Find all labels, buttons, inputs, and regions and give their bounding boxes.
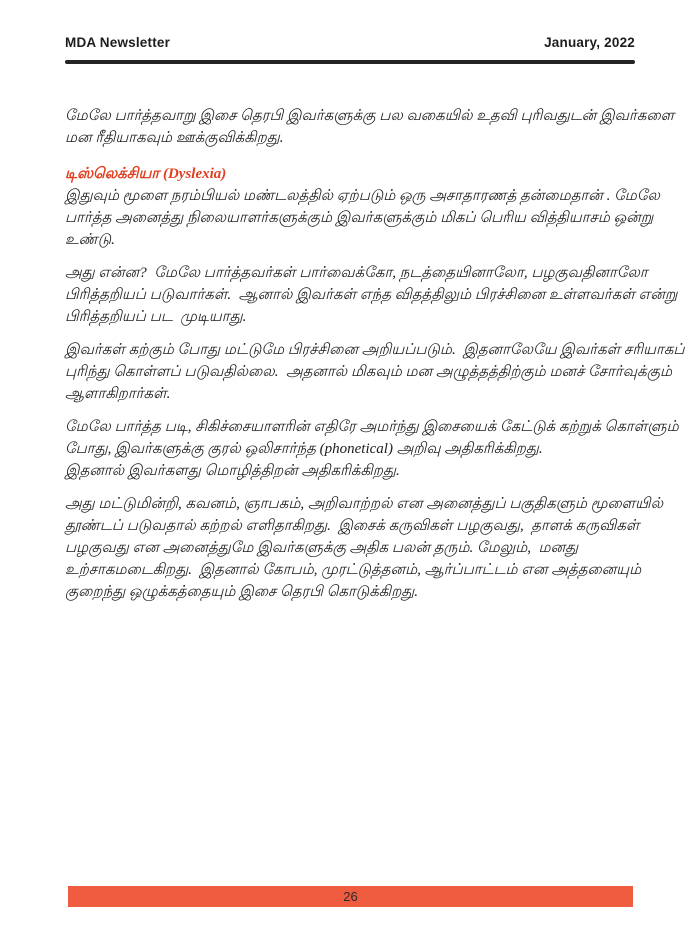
paragraph-learning-problem bbox=[65, 339, 685, 405]
text-line: உற்சாகமடைகிறது. இதனால் கோபம், முரட்டுத்தனம், ஆர்ப்பாட்டம் என அத்தனையும் bbox=[65, 562, 642, 578]
text-line: போது, இவர்களுக்கு குரல் ஒலிசார்ந்த (phonetical) அறிவு அதிகரிக்கிறது. bbox=[65, 441, 543, 457]
paragraph-overall-benefits bbox=[65, 493, 664, 603]
text-line: இதுவும் மூளை நரம்பியல் மண்டலத்தில் ஏற்படும் ஒரு அசாதாரணத் தன்மைதான் . மேலே bbox=[65, 188, 660, 204]
text-line: பார்த்த அனைத்து நிலையாளர்களுக்கும் இவர்களுக்கும் மிகப் பெரிய வித்தியாசம் ஒன்று bbox=[65, 210, 654, 226]
footer-page-bar bbox=[68, 886, 633, 907]
text-line: குறைந்து ஒழுக்கத்தையும் இசை தெரபி கொடுக்கிறது. bbox=[65, 584, 419, 600]
text-line: மேலே பார்த்த படி, சிகிச்சையாளரின் எதிரே அமர்ந்து இசையைக் கேட்டுக் கற்றுக் கொள்ளும் bbox=[65, 419, 679, 435]
text-line: பழகுவது என அனைத்துமே இவர்களுக்கு அதிக பலன் தரும். மேலும், மனது bbox=[65, 540, 579, 556]
paragraph-phonetical-benefit bbox=[65, 416, 679, 482]
paragraph-intro bbox=[65, 105, 675, 149]
section-heading-english: (Dyslexia) bbox=[162, 166, 227, 182]
text-line: மேலே பார்த்தவாறு இசை தெரபி இவர்களுக்கு பல வகையில் உதவி புரிவதுடன் இவர்களை bbox=[65, 108, 675, 124]
article-body bbox=[65, 105, 685, 603]
paragraph-dyslexia-definition bbox=[65, 185, 660, 251]
text-line: தூண்டப் படுவதால் கற்றல் எளிதாகிறது. இசைக் கருவிகள் பழகுவது, தாளக் கருவிகள் bbox=[65, 518, 640, 534]
page-number: 26 bbox=[343, 889, 358, 904]
text-line: பிரித்தறியப் பட முடியாது. bbox=[65, 309, 247, 325]
text-line: புரிந்து கொள்ளப் படுவதில்லை. அதனால் மிகவும் மன அழுத்தத்திற்கும் மனச் சோர்வுக்கும் bbox=[65, 364, 673, 380]
text-line: மன ரீதியாகவும் ஊக்குவிக்கிறது. bbox=[65, 130, 284, 146]
text-line: அது என்ன? மேலே பார்த்தவர்கள் பார்வைக்கோ, நடத்தையினாலோ, பழகுவதினாலோ bbox=[65, 265, 648, 281]
header-divider bbox=[65, 60, 635, 64]
paragraph-difference bbox=[65, 262, 678, 328]
header-date: January, 2022 bbox=[544, 35, 635, 50]
section-heading-tamil: டிஸ்லெக்சியா bbox=[65, 166, 160, 182]
text-line: பிரித்தறியப் படுவார்கள். ஆனால் இவர்கள் எந்த விதத்திலும் பிரச்சினை உள்ளவர்கள் என்று bbox=[65, 287, 678, 303]
text-line: இதனால் இவர்களது மொழித்திறன் அதிகரிக்கிறது. bbox=[65, 463, 400, 479]
header-title: MDA Newsletter bbox=[65, 35, 171, 50]
text-line: இவர்கள் கற்கும் போது மட்டுமே பிரச்சினை அறியப்படும். இதனாலேயே இவர்கள் சரியாகப் bbox=[65, 342, 685, 358]
page-header bbox=[65, 0, 635, 50]
text-line: ஆளாகிறார்கள். bbox=[65, 386, 171, 402]
text-line: அது மட்டுமின்றி, கவனம், ஞாபகம், அறிவாற்றல் என அனைத்துப் பகுதிகளும் மூளையில் bbox=[65, 496, 664, 512]
section-heading-dyslexia bbox=[65, 163, 635, 185]
text-line: உண்டு. bbox=[65, 232, 115, 248]
